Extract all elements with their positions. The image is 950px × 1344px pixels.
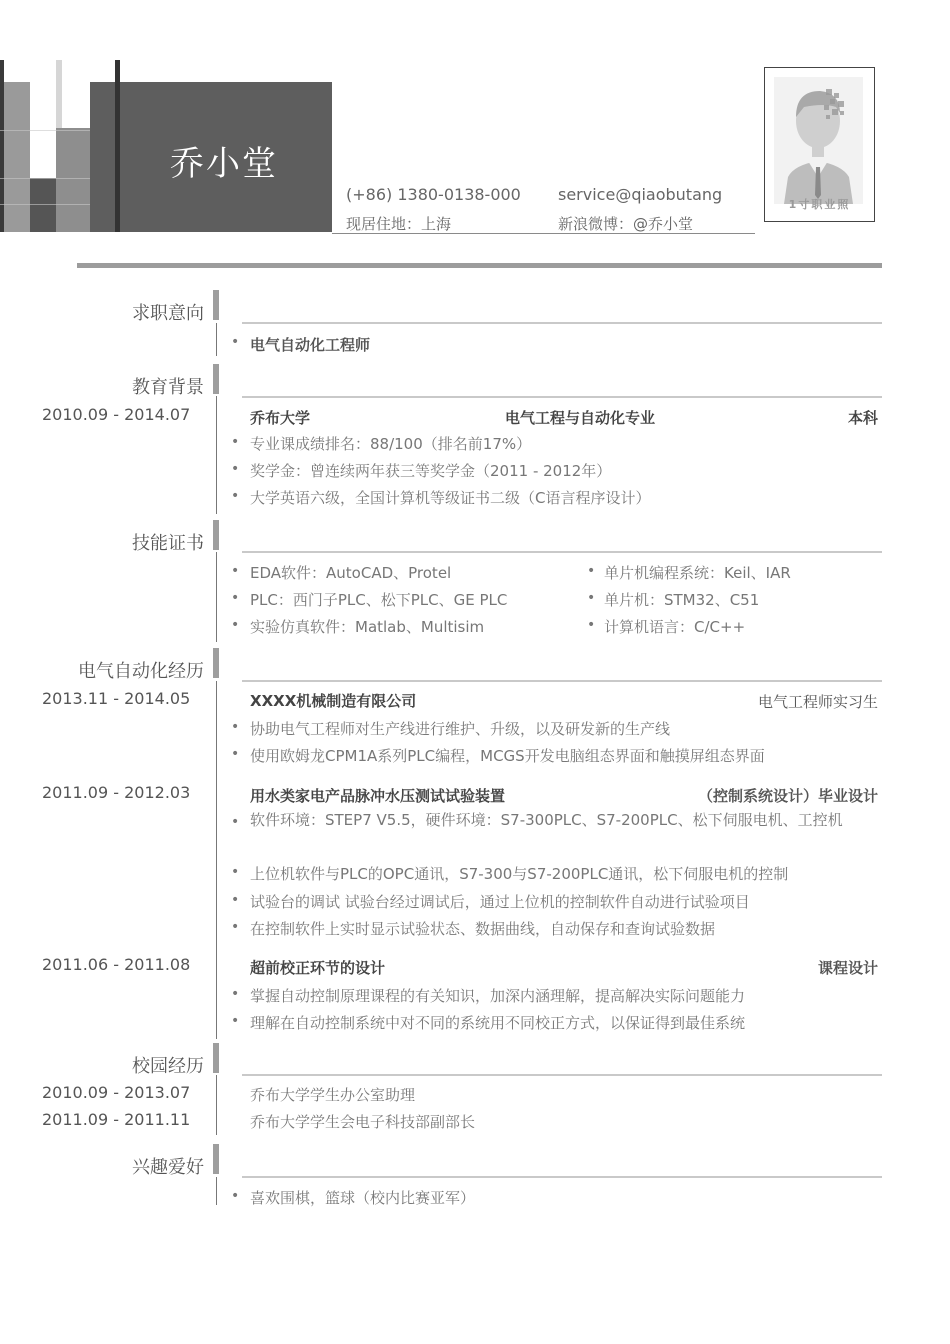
exp-org: 用水类家电产品脉冲水压测试试验装置 (250, 787, 506, 805)
section-title: 技能证书 (132, 533, 204, 554)
header-divider (77, 263, 882, 268)
edu-school: 乔布大学 (250, 409, 311, 427)
section-title: 电气自动化经历 (78, 661, 204, 682)
section-marker (213, 1144, 219, 1174)
candidate-name: 乔小堂 (170, 144, 278, 184)
edu-date: 2010.09 - 2014.07 (42, 405, 191, 424)
exp-item: 上位机软件与PLC的OPC通讯，S7-300与S7-200PLC通讯，松下伺服电机的控制 (250, 865, 789, 883)
exp-item: 使用欧姆龙CPM1A系列PLC编程，MCGS开发电脑组态界面和触摸屏组态界面 (250, 747, 765, 765)
bullet: • (231, 719, 240, 735)
bullet: • (231, 1013, 240, 1029)
profile-photo (764, 67, 875, 222)
photo-caption: 1寸职业照 (788, 198, 851, 211)
section-rule (242, 1176, 882, 1178)
campus-item: 乔布大学学生办公室助理 (250, 1086, 416, 1104)
bullet: • (231, 461, 240, 477)
avatar-placeholder-icon (774, 77, 863, 204)
bullet: • (231, 617, 240, 633)
location: 现居住地：上海 (346, 215, 452, 233)
bullet: • (231, 864, 240, 880)
section-title: 教育背景 (132, 377, 204, 398)
edu-item: 专业课成绩排名：88/100（排名前17%） (250, 435, 532, 453)
exp-date: 2013.11 - 2014.05 (42, 689, 191, 708)
section-marker (213, 648, 219, 678)
edu-major: 电气工程与自动化专业 (505, 409, 656, 427)
section-rule (242, 322, 882, 324)
exp-date: 2011.09 - 2012.03 (42, 783, 191, 802)
edu-item: 奖学金：曾连续两年获三等奖学金（2011 - 2012年） (250, 462, 612, 480)
section-rule (242, 551, 882, 553)
timeline-line (216, 552, 217, 642)
timeline-line (216, 1177, 217, 1205)
skill-item: EDA软件：AutoCAD、Protel (250, 564, 452, 582)
exp-item: 软件环境：STEP7 V5.5，硬件环境：S7-300PLC、S7-200PLC、松下伺服电机、工控机 (250, 811, 843, 829)
section-title: 校园经历 (132, 1056, 204, 1077)
exp-org: 超前校正环节的设计 (250, 959, 386, 977)
exp-item: 协助电气工程师对生产线进行维护、升级，以及研发新的生产线 (250, 720, 671, 738)
skill-item: PLC：西门子PLC、松下PLC、GE PLC (250, 591, 508, 609)
exp-role: （控制系统设计）毕业设计 (697, 787, 878, 805)
bullet: • (231, 334, 240, 350)
campus-item: 乔布大学学生会电子科技部副部长 (250, 1113, 476, 1131)
bullet: • (587, 563, 596, 579)
timeline-line (216, 396, 217, 514)
timeline-line (216, 681, 217, 1039)
edu-item: 大学英语六级，全国计算机等级证书二级（C语言程序设计） (250, 489, 651, 507)
section-title: 求职意向 (132, 303, 204, 324)
campus-date: 2010.09 - 2013.07 (42, 1083, 191, 1102)
phone: (+86) 1380-0138-000 (346, 185, 521, 204)
section-title: 兴趣爱好 (132, 1157, 204, 1178)
exp-item: 掌握自动控制原理课程的有关知识，加深内涵理解，提高解决实际问题能力 (250, 987, 746, 1005)
bullet: • (231, 746, 240, 762)
bullet: • (587, 590, 596, 606)
exp-item: 在控制软件上实时显示试验状态、数据曲线，自动保存和查询试验数据 (250, 920, 716, 938)
edu-degree: 本科 (847, 409, 878, 427)
bullet: • (231, 919, 240, 935)
section-marker (213, 1043, 219, 1073)
timeline-line (216, 323, 217, 356)
exp-date: 2011.06 - 2011.08 (42, 955, 191, 974)
bullet: • (231, 892, 240, 908)
section-rule (242, 1074, 882, 1076)
contact-underline (332, 233, 755, 234)
timeline-line (216, 1075, 217, 1135)
bullet: • (231, 590, 240, 606)
campus-date: 2011.09 - 2011.11 (42, 1110, 191, 1129)
section-marker (213, 290, 219, 320)
bullet: • (231, 814, 240, 830)
exp-item: 试验台的调试 试验台经过调试后，通过上位机的控制软件自动进行试验项目 (250, 893, 750, 911)
exp-role: 课程设计 (817, 959, 878, 977)
exp-org: XXXX机械制造有限公司 (250, 692, 417, 710)
hobby-item: 喜欢围棋，篮球（校内比赛亚军） (250, 1189, 476, 1207)
bullet: • (587, 617, 596, 633)
skill-item: 实验仿真软件：Matlab、Multisim (250, 618, 485, 636)
decor-stripe (115, 82, 120, 232)
bullet: • (231, 1188, 240, 1204)
skill-item: 单片机：STM32、C51 (604, 591, 760, 609)
bullet: • (231, 986, 240, 1002)
bullet: • (231, 488, 240, 504)
section-rule (242, 396, 882, 398)
weibo: 新浪微博：@乔小堂 (558, 215, 694, 233)
intent-item: 电气自动化工程师 (250, 336, 371, 354)
section-marker (213, 364, 219, 394)
section-marker (213, 520, 219, 550)
exp-role: 电气工程师实习生 (757, 693, 878, 711)
email: service@qiaobutang (558, 185, 723, 204)
skill-item: 单片机编程系统：Keil、IAR (604, 564, 791, 582)
exp-item: 理解在自动控制系统中对不同的系统用不同校正方式，以保证得到最佳系统 (250, 1014, 746, 1032)
skill-item: 计算机语言：C/C++ (604, 618, 746, 636)
section-rule (242, 680, 882, 682)
bullet: • (231, 434, 240, 450)
bullet: • (231, 563, 240, 579)
